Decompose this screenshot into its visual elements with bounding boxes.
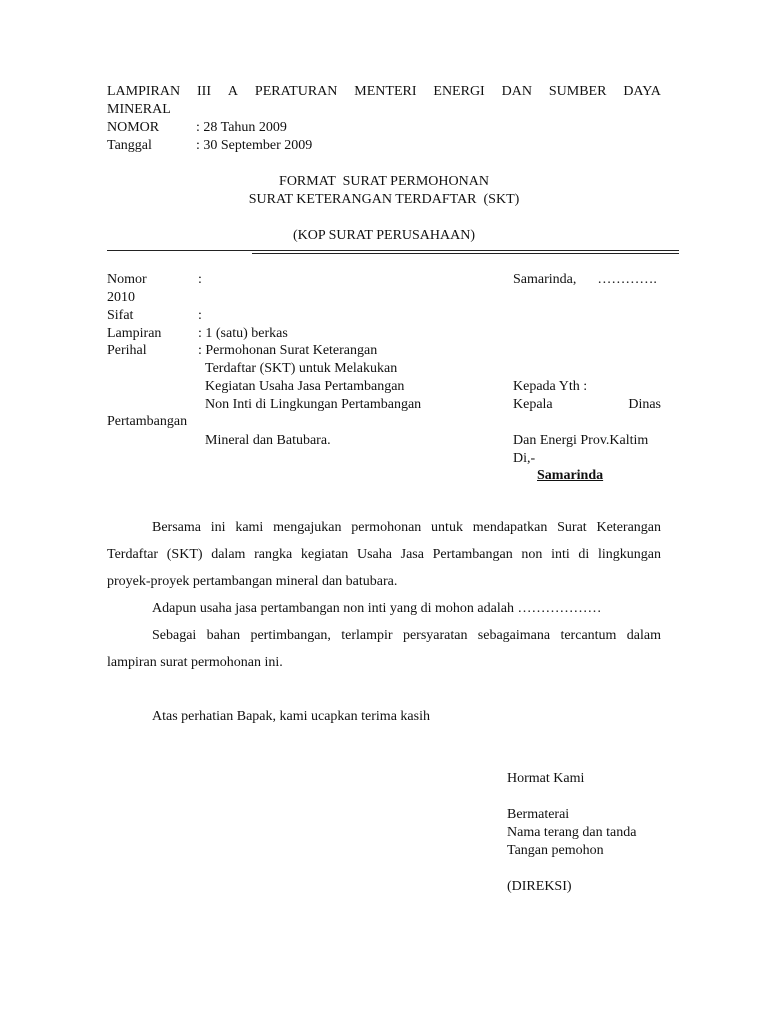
body-paragraph-1-line-3: proyek-proyek pertambangan mineral dan batubara. — [107, 574, 398, 589]
signature-name-note: Nama terang dan tanda — [507, 825, 637, 840]
year-text: 2010 — [107, 290, 135, 305]
tanggal-value: : 30 September 2009 — [196, 138, 313, 153]
sifat-label: Sifat — [107, 308, 134, 323]
perihal-line-4: Non Inti di Lingkungan Pertambangan — [205, 397, 422, 412]
regulation-title-line2: MINERAL — [107, 102, 171, 117]
perihal-line-2: Terdaftar (SKT) untuk Melakukan — [205, 361, 398, 376]
nomor-value: : 28 Tahun 2009 — [196, 120, 287, 135]
regulation-title-word: A — [227, 84, 239, 99]
perihal-line-1: : Permohonan Surat Keterangan — [198, 343, 378, 358]
perihal-line-5: Mineral dan Batubara. — [205, 433, 331, 448]
regulation-title-word: LAMPIRAN — [107, 84, 181, 99]
lampiran-label: Lampiran — [107, 326, 162, 341]
regulation-title-word: PERATURAN — [254, 84, 338, 99]
perihal-label: Perihal — [107, 343, 147, 358]
divider-line — [107, 250, 679, 251]
tanggal-label: Tanggal — [107, 138, 152, 153]
nomor-field-label: Nomor — [107, 272, 147, 287]
place-date: Samarinda, …………. — [513, 272, 657, 287]
signature-applicant-note: Tangan pemohon — [507, 843, 604, 858]
perihal-line-3: Kegiatan Usaha Jasa Pertambangan — [205, 379, 405, 394]
recipient-di: Di,- — [513, 451, 536, 466]
recipient-kepala: Kepala — [513, 397, 553, 412]
lampiran-value: : 1 (satu) berkas — [198, 326, 288, 341]
nomor-label: NOMOR — [107, 120, 160, 135]
body-paragraph-1-line-1: Bersama ini kami mengajukan permohonan untuk mendapatkan Surat Keterangan — [152, 520, 661, 535]
regulation-title-word: ENERGI — [433, 84, 485, 99]
recipient-city: Samarinda — [537, 468, 604, 483]
body-paragraph-2: Adapun usaha jasa pertambangan non inti yang di mohon adalah ……………… — [152, 601, 602, 616]
regulation-title-word: III — [197, 84, 212, 99]
regulation-title-word: MENTERI — [354, 84, 417, 99]
recipient-dinas: Dinas — [628, 397, 661, 412]
sifat-colon: : — [198, 308, 202, 323]
perihal-wrap-text: Pertambangan — [107, 414, 188, 429]
recipient-office: Dan Energi Prov.Kaltim — [513, 433, 649, 448]
signature-role: (DIREKSI) — [507, 879, 572, 894]
regulation-title-word: DAYA — [623, 84, 661, 99]
regulation-title-word: SUMBER — [548, 84, 607, 99]
recipient-title-line — [513, 396, 661, 414]
regulation-title-word: DAN — [501, 84, 532, 99]
closing-thanks: Atas perhatian Bapak, kami ucapkan terima kasih — [152, 709, 430, 724]
body-paragraph-3-line-2: lampiran surat permohonan ini. — [107, 655, 283, 670]
divider-line-secondary — [252, 253, 679, 254]
regulation-title-line — [107, 83, 661, 101]
nomor-field-colon: : — [198, 272, 202, 287]
format-subtitle: SURAT KETERANGAN TERDAFTAR (SKT) — [248, 192, 520, 207]
format-title: FORMAT SURAT PERMOHONAN — [279, 174, 489, 189]
kop-placeholder: (KOP SURAT PERUSAHAAN) — [292, 228, 476, 243]
signature-stamp-note: Bermaterai — [507, 807, 570, 822]
body-paragraph-1-line-2: Terdaftar (SKT) dalam rangka kegiatan Usaha Jasa Pertambangan non inti di lingkungan — [107, 547, 661, 562]
recipient-greeting: Kepada Yth : — [513, 379, 588, 394]
signature-salutation: Hormat Kami — [507, 771, 585, 786]
body-paragraph-3-line-1: Sebagai bahan pertimbangan, terlampir persyaratan sebagaimana tercantum dalam — [152, 628, 661, 643]
